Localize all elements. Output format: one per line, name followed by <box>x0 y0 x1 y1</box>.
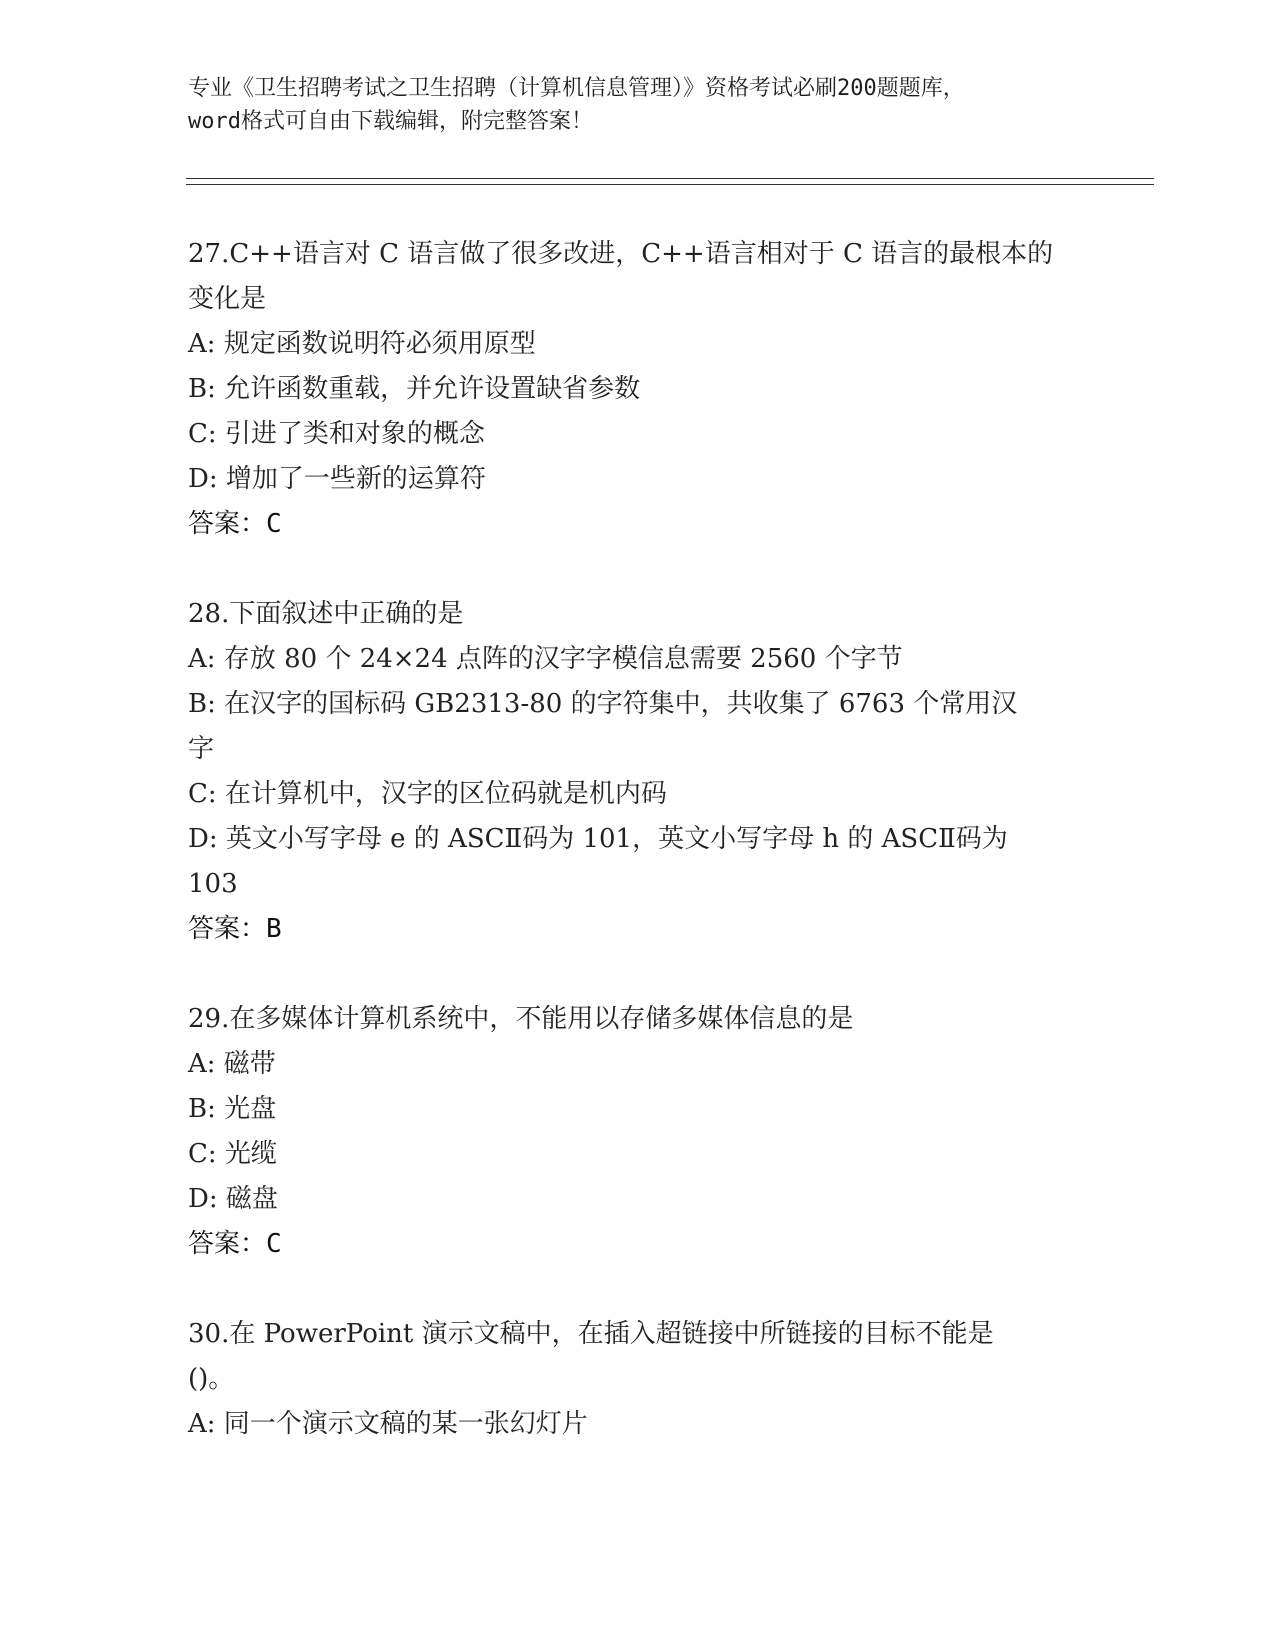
option-c: C: 在计算机中，汉字的区位码就是机内码 <box>188 779 667 809</box>
question-stem: 28.下面叙述中正确的是 <box>188 599 464 629</box>
question-stem: 变化是 <box>188 284 267 314</box>
answer: 答案：C <box>188 509 282 539</box>
header-divider <box>186 178 1154 185</box>
question-stem: 27.C++语言对 C 语言做了很多改进，C++语言相对于 C 语言的最根本的 <box>188 239 1054 269</box>
option-c: C: 光缆 <box>188 1139 277 1169</box>
option-b-continued: 字 <box>188 734 215 764</box>
answer: 答案：C <box>188 1229 282 1259</box>
option-a: A: 存放 80 个 24×24 点阵的汉字字模信息需要 2560 个字节 <box>188 644 903 674</box>
option-b: B: 允许函数重载，并允许设置缺省参数 <box>188 374 641 404</box>
question-30 <box>188 1312 1088 1447</box>
option-b: B: 光盘 <box>188 1094 277 1124</box>
question-stem: 29.在多媒体计算机系统中，不能用以存储多媒体信息的是 <box>188 1004 854 1034</box>
option-a: A: 规定函数说明符必须用原型 <box>188 329 536 359</box>
question-27 <box>188 232 1088 547</box>
document-header <box>188 72 1088 138</box>
question-stem: ()。 <box>188 1364 235 1394</box>
option-d-continued: 103 <box>188 869 238 899</box>
option-d: D: 英文小写字母 e 的 ASCⅡ码为 101，英文小写字母 h 的 ASCⅡ码为 <box>188 824 1008 854</box>
option-d: D: 增加了一些新的运算符 <box>188 464 486 494</box>
header-line-2: word格式可自由下载编辑，附完整答案！ <box>188 109 593 134</box>
header-line-1: 专业《卫生招聘考试之卫生招聘（计算机信息管理）》资格考试必刷200题题库， <box>188 76 965 101</box>
option-a: A: 同一个演示文稿的某一张幻灯片 <box>188 1409 588 1439</box>
question-list <box>188 232 1088 1492</box>
option-d: D: 磁盘 <box>188 1184 278 1214</box>
question-29 <box>188 997 1088 1267</box>
option-b: B: 在汉字的国标码 GB2313-80 的字符集中，共收集了 6763 个常用汉 <box>188 689 1018 719</box>
question-stem: 30.在 PowerPoint 演示文稿中，在插入超链接中所链接的目标不能是 <box>188 1319 994 1349</box>
option-c: C: 引进了类和对象的概念 <box>188 419 485 449</box>
option-a: A: 磁带 <box>188 1049 276 1079</box>
question-28 <box>188 592 1088 952</box>
answer: 答案：B <box>188 914 282 944</box>
